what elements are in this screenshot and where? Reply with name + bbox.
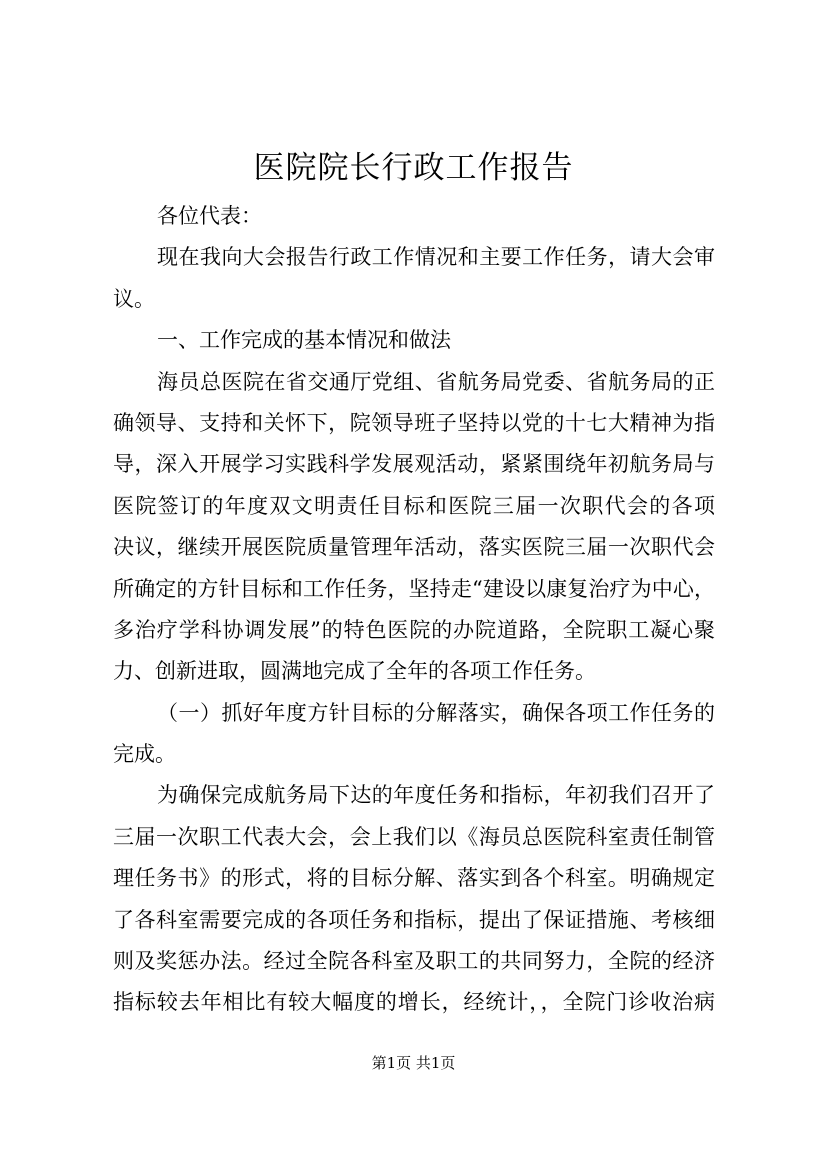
text-line: 指标较去年相比有较大幅度的增长，经统计，，全院门诊收治病 (113, 990, 715, 1015)
text-line: 多治疗学科协调发展”的特色医院的办院道路，全院职工凝心聚 (113, 617, 715, 642)
text-line: 了各科室需要完成的各项任务和指标，提出了保证措施、考核细 (113, 907, 715, 932)
text-line: 为确保完成航务局下达的年度任务和指标，年初我们召开了 (157, 783, 715, 808)
text-line: 议。 (113, 286, 155, 311)
page-number-footer: 第1页 共1页 (371, 1054, 456, 1072)
salutation-line: 各位代表： (157, 204, 262, 228)
text-line: 现在我向大会报告行政工作情况和主要工作任务，请大会审 (157, 245, 715, 270)
text-line: 导，深入开展学习实践科学发展观活动，紧紧围绕年初航务局与 (113, 452, 715, 477)
document-title: 医院院长行政工作报告 (253, 150, 574, 186)
text-line: 确领导、支持和关怀下，院领导班子坚持以党的十七大精神为指 (113, 410, 715, 435)
section-heading: 一、工作完成的基本情况和做法 (157, 328, 451, 353)
text-line: 力、创新进取，圆满地完成了全年的各项工作任务。 (113, 659, 596, 684)
text-line: 理任务书》的形式，将的目标分解、落实到各个科室。明确规定 (113, 866, 715, 891)
text-line: 完成。 (113, 742, 176, 767)
text-line: 所确定的方针目标和工作任务，坚持走“建设以康复治疗为中心， (113, 576, 715, 601)
subsection-heading: （一）抓好年度方针目标的分解落实，确保各项工作任务的 (157, 700, 715, 725)
text-line: 三届一次职工代表大会，会上我们以《海员总医院科室责任制管 (113, 824, 715, 849)
text-line: 则及奖惩办法。经过全院各科室及职工的共同努力，全院的经济 (113, 949, 715, 974)
text-line: 医院签订的年度双文明责任目标和医院三届一次职代会的各项 (113, 493, 715, 518)
text-line: 决议，继续开展医院质量管理年活动，落实医院三届一次职代会 (113, 535, 715, 560)
text-line: 海员总医院在省交通厅党组、省航务局党委、省航务局的正 (157, 369, 715, 394)
document-body (113, 196, 715, 1024)
